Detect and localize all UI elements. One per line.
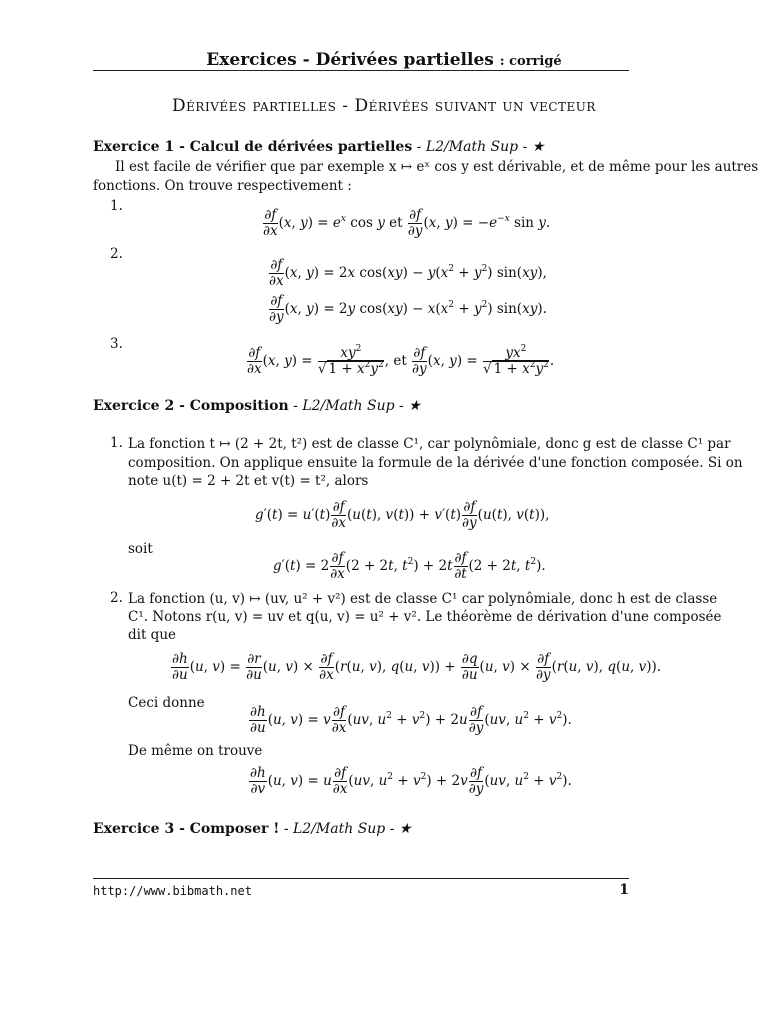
footer-url-link[interactable]: http://www.bibmath.net [93, 884, 252, 898]
exercise-1-equation-3: $\frac{\partial f}{\partial x}$ (x, y) = $\frac{xy^2}{√ 1 + x^2y^2}$ , et $\frac{\partial f}{\partial y}$ (x, y) = $\frac{yx^2}{√ 1 + x^2y^2}$ . [247, 344, 555, 377]
page-header [0, 50, 768, 70]
exercise-2-equation-3: $\frac{\partial h}{\partial u}$ (u, v) = $\frac{\partial r}{\partial u}$ (u, v) × $\frac{\partial f}{\partial x}$ (r(u, v), q(u, v)) + $\frac{\partial q}{\partial u}$ (u, v) × $\frac{\partial f}{\partial y}$ (r(u, v), q(u, v)). [172, 651, 662, 683]
exercise-2-p1-line1: La fonction t ↦ (2 + 2t, t²) est de classe C¹, car polynômiale, donc g est de classe C¹ par [128, 436, 731, 452]
header-subtitle: : corrigé [499, 54, 562, 69]
exercise-2-equation-5: $\frac{\partial h}{\partial v}$ (u, v) = u $\frac{\partial f}{\partial x}$ (uv, $u^2 + v^2) + 2v$ $\frac{\partial f}{\partial y}$ (uv, $u^2 + v^2$). [250, 765, 572, 797]
exercise-3-title: - Composer ! [174, 821, 280, 837]
exercise-1-item-2-number: 2. [110, 246, 123, 262]
exercise-1-equation-2a: $\frac{\partial f}{\partial x}$ (x, y) = 2x $\cos(xy) - y(x^2 + y^2)$ sin(xy), [269, 257, 547, 289]
exercise-2-ceci: Ceci donne [128, 695, 205, 711]
exercise-2-p2-line1: La fonction (u, v) ↦ (uv, u² + v²) est de classe C¹ car polynômiale, donc h est de classe [128, 591, 718, 607]
exercise-2-equation-2: g′(t) = 2 $\frac{\partial f}{\partial x}$ (2 + 2t, $t^2) + 2t$ $\frac{\partial f}{\partial t}$ (2 + 2t, $t^2$). [273, 550, 546, 582]
exercise-1-item-3-number: 3. [110, 336, 123, 352]
exercise-2-item-1-number: 1. [110, 435, 123, 451]
section-title: Dérivées partielles - Dérivées suivant un vecteur [172, 96, 596, 116]
exercise-2-p2-line3: dit que [128, 627, 177, 643]
footer-rule [93, 878, 629, 879]
exercise-2-p2-line2: C¹. Notons r(u, v) = uv et q(u, v) = u² + v². Le théorème de dérivation d'une composée [128, 609, 722, 625]
page-number: 1 [619, 882, 629, 898]
exercise-3-heading [93, 821, 411, 837]
exercise-2-level: - L2/Math Sup - ★ [288, 398, 421, 414]
exercise-1-equation-2b: $\frac{\partial f}{\partial y}$ (x, y) = 2y $\cos(xy) - x(x^2 + y^2)$ sin(xy). [269, 293, 547, 325]
exercise-1-intro-line1: Il est facile de vérifier que par exemple x ↦ eˣ cos y est dérivable, et de même pour les autres [115, 159, 759, 175]
header-rule [93, 70, 629, 71]
exercise-2-equation-4: $\frac{\partial h}{\partial u}$ (u, v) = v $\frac{\partial f}{\partial x}$ (uv, $u^2 + v^2) + 2u$ $\frac{\partial f}{\partial y}$ (uv, $u^2 + v^2$). [250, 704, 572, 736]
exercise-3-label: Exercice 3 [93, 821, 175, 837]
exercise-2-title: - Composition [174, 398, 289, 414]
exercise-2-soit: soit [128, 541, 153, 557]
exercise-1-intro-line2: fonctions. On trouve respectivement : [93, 178, 352, 194]
exercise-2-equation-1: g′(t) = u′(t) $\frac{\partial f}{\partial x}$ (u(t), v(t)) + v′(t) $\frac{\partial f}{\partial y}$ (u(t), v(t)), [255, 499, 550, 531]
exercise-2-item-2-number: 2. [110, 590, 123, 606]
exercise-1-title: - Calcul de dérivées partielles [174, 139, 413, 155]
exercise-1-level: - L2/Math Sup - ★ [412, 139, 545, 155]
exercise-2-p1-line3: note u(t) = 2 + 2t et v(t) = t², alors [128, 473, 369, 489]
exercise-3-level: - L2/Math Sup - ★ [279, 821, 412, 837]
exercise-1-equation-1: $\frac{\partial f}{\partial x}$ (x, $y) = e^x$ cos y et $\frac{\partial f}{\partial y}$ (x, $y) = -e^{-x}$ sin y. [263, 207, 551, 239]
header-title: Exercices - Dérivées partielles [206, 50, 494, 70]
exercise-2-heading [93, 398, 421, 414]
exercise-1-label: Exercice 1 [93, 139, 175, 155]
exercise-2-dememe: De même on trouve [128, 743, 263, 759]
exercise-1-heading [93, 139, 544, 155]
exercise-2-label: Exercice 2 [93, 398, 175, 414]
exercise-1-item-1-number: 1. [110, 198, 123, 214]
exercise-2-p1-line2: composition. On applique ensuite la formule de la dérivée d'une fonction composée. Si on [128, 455, 743, 471]
